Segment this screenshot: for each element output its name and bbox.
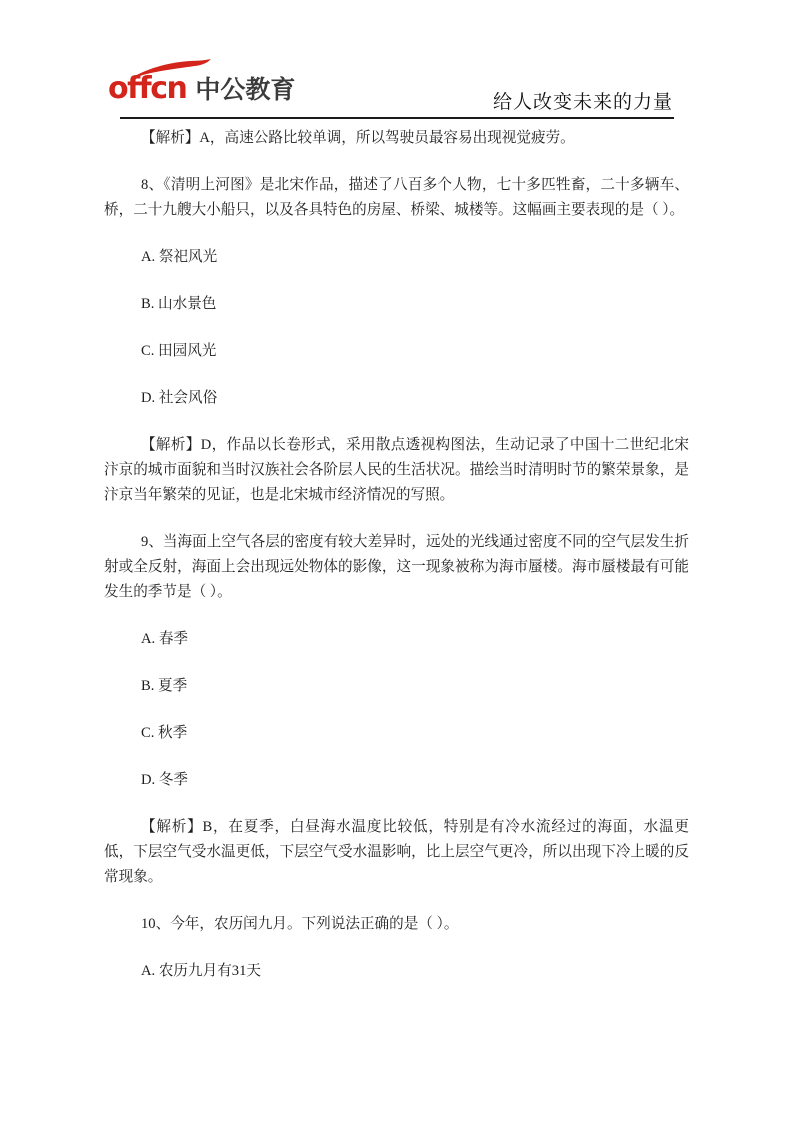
analysis-paragraph: 【解析】D，作品以长卷形式，采用散点透视构图法，生动记录了中国十二世纪北宋汴京的城市面貌和当时汉族社会各阶层人民的生活状况。描绘当时清明时节的繁荣景象，是汴京当年繁荣的见证，也是北宋城市经济情况的写照。	[104, 437, 689, 503]
option-item: B. 夏季	[141, 678, 188, 694]
question-paragraph: 9、当海面上空气各层的密度有较大差异时，远处的光线通过密度不同的空气层发生折射或全反射，海面上会出现远处物体的影像，这一现象被称为海市蜃楼。海市蜃楼最有可能发生的季节是（ ）。	[104, 534, 689, 600]
option-item: A. 祭祀风光	[141, 249, 218, 265]
analysis-paragraph: 【解析】A，高速公路比较单调，所以驾驶员最容易出现视觉疲劳。	[141, 130, 575, 146]
header-divider	[120, 117, 674, 119]
option-item: D. 冬季	[141, 772, 189, 788]
option-item: A. 农历九月有31天	[141, 963, 261, 979]
page-header	[0, 0, 793, 119]
logo-brand-chinese: 中公教育	[195, 75, 296, 104]
question-paragraph: 8、《清明上河图》是北宋作品，描述了八百多个人物，七十多匹牲畜，二十多辆车、桥，二十九艘大小船只，以及各具特色的房屋、桥梁、城楼等。这幅画主要表现的是（ ）。	[104, 177, 689, 218]
document-content	[0, 119, 793, 984]
offcn-logo	[108, 60, 295, 104]
logo-swoosh-icon	[134, 59, 212, 77]
analysis-paragraph: 【解析】B，在夏季，白昼海水温度比较低，特别是有冷水流经过的海面，水温更低，下层空气受水温更低，下层空气受水温影响，比上层空气更冷，所以出现下冷上暖的反常现象。	[104, 819, 689, 885]
option-item: A. 春季	[141, 631, 189, 647]
option-item: C. 田园风光	[141, 343, 217, 359]
option-item: C. 秋季	[141, 725, 188, 741]
offcn-wordmark: offcn	[108, 62, 186, 104]
option-item: D. 社会风俗	[141, 390, 218, 406]
question-paragraph: 10、今年，农历闰九月。下列说法正确的是（ ）。	[141, 916, 459, 932]
option-item: B. 山水景色	[141, 296, 217, 312]
header-tagline: 给人改变未来的力量	[492, 92, 673, 113]
